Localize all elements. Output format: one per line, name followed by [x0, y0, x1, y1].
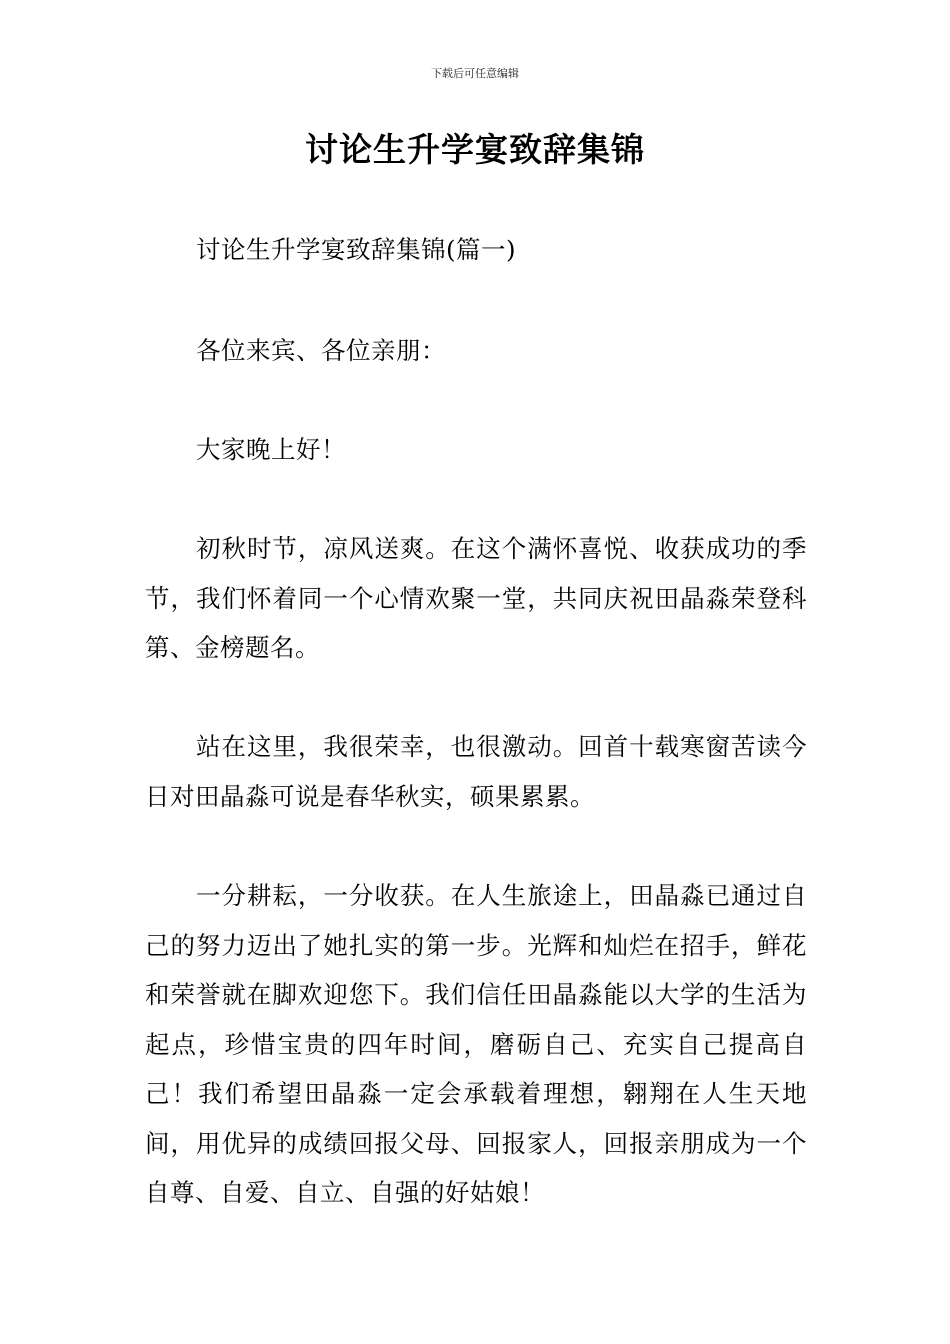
paragraph-greeting: 大家晚上好！: [196, 435, 346, 464]
paragraph-body-1: 初秋时节，凉风送爽。在这个满怀喜悦、收获成功的季节，我们怀着同一个心情欢聚一堂，共同庆祝田晶淼荣登科第、金榜题名。: [145, 534, 807, 662]
page-title: 讨论生升学宴致辞集锦: [305, 130, 645, 169]
paragraph-salutation: 各位来宾、各位亲朋：: [196, 336, 446, 365]
paragraph-body-2: 站在这里，我很荣幸，也很激动。回首十载寒窗苦读今日对田晶淼可说是春华秋实，硕果累累。: [145, 732, 807, 811]
paragraph-subtitle: 讨论生升学宴致辞集锦(篇一): [196, 235, 517, 264]
paragraph-body-3: 一分耕耘，一分收获。在人生旅途上，田晶淼已通过自己的努力迈出了她扎实的第一步。光辉和灿烂在招手，鲜花和荣誉就在脚欢迎您下。我们信任田晶淼能以大学的生活为起点，珍惜宝贵的四年时间，磨砺自己、充实自己提高自己！我们希望田晶淼一定会承载着理想，翱翔在人生天地间，用优异的成绩回报父母、回报家人，回报亲朋成为一个自尊、自爱、自立、自强的好姑娘！: [145, 881, 807, 1207]
header-note: 下载后可任意编辑: [431, 67, 519, 80]
